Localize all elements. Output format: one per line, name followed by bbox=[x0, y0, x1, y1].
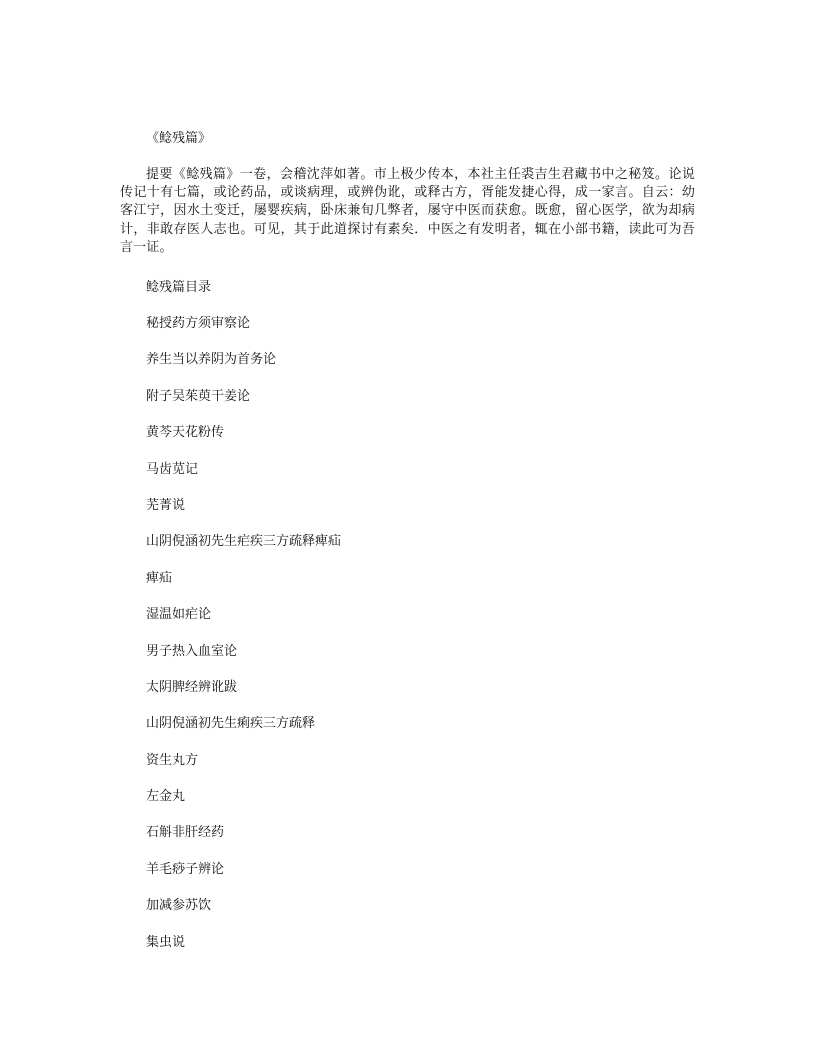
toc-list bbox=[146, 315, 341, 970]
toc-item: 男子热入血室论 bbox=[146, 643, 238, 659]
toc-item: 山阴倪涵初先生痢疾三方疏释 bbox=[146, 716, 316, 732]
toc-item: 附子吴茱萸干姜论 bbox=[146, 388, 251, 404]
toc-item: 养生当以养阴为首务论 bbox=[146, 352, 277, 368]
toc-item: 加减参苏饮 bbox=[146, 898, 212, 914]
toc-item: 石斛非肝经药 bbox=[146, 825, 225, 841]
document-title: 《鲶残篇》 bbox=[146, 131, 212, 146]
toc-item: 秘授药方须审察论 bbox=[146, 316, 251, 331]
toc-item: 资生丸方 bbox=[146, 752, 199, 768]
toc-item: 太阴脾经辨讹跋 bbox=[146, 679, 238, 695]
toc-item: 羊毛痧子辨论 bbox=[146, 861, 225, 877]
toc-item: 黄芩天花粉传 bbox=[146, 425, 225, 441]
toc-item: 左金丸 bbox=[146, 789, 186, 805]
intro-paragraph: 提要《鲶残篇》一卷，会稽沈萍如著。市上极少传本，本社主任裘吉生君藏书中之秘笈。论说传记十有七篇，或论药品，或谈病理，或辨伪讹，或释古方，胥能发捷心得，成一家言。自云：幼客江宁，因水土变迁，屡婴疾病，卧床兼旬几弊者，屡守中医而获愈。既愈，留心医学，欲为却病计，非敢存医人志也。可见，其于此道探讨有素矣．中医之有发明者，辄在小部书籍，读此可为吾言一证。 bbox=[120, 167, 695, 255]
toc-item: 湿温如疟论 bbox=[146, 607, 212, 623]
toc-item: 痺疝 bbox=[146, 570, 173, 586]
toc-item: 集虫说 bbox=[146, 934, 186, 950]
toc-item: 山阴倪涵初先生疟疾三方疏释痺疝 bbox=[146, 534, 342, 550]
toc-heading: 鲶残篇目录 bbox=[146, 280, 212, 295]
toc-item: 马齿苋记 bbox=[146, 461, 199, 477]
toc-item: 芜菁说 bbox=[146, 497, 186, 513]
